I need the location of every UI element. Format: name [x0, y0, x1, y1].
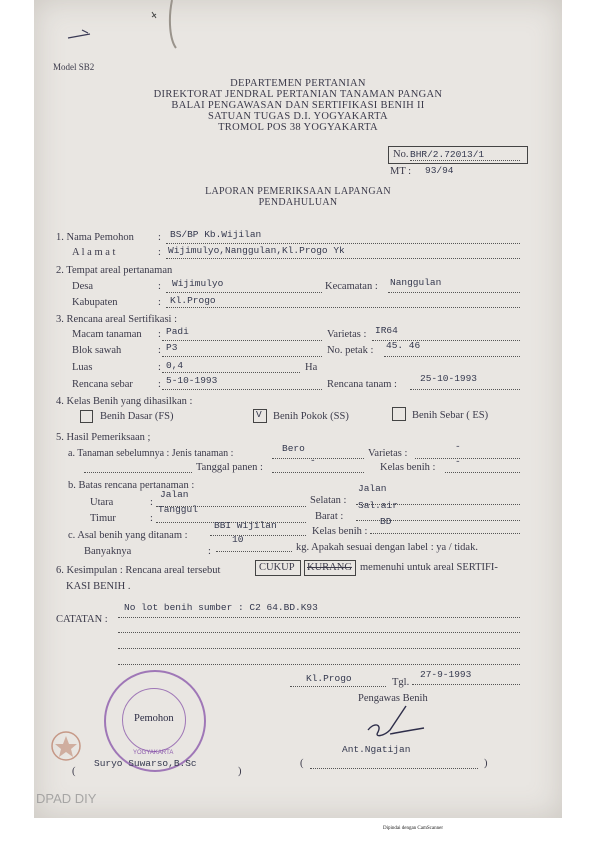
sign-place: Kl.Progo	[306, 673, 352, 684]
dotted-line	[162, 340, 322, 341]
colon: :	[150, 513, 153, 524]
pen-scribble-mark	[60, 0, 200, 60]
b-label: b. Batas rencana pertanaman :	[68, 480, 195, 491]
timur-value: Tanggul	[158, 504, 198, 515]
banyak-value: 10	[232, 534, 244, 545]
blok-value: P3	[166, 342, 178, 353]
colon: :	[158, 232, 161, 243]
s6-rest: memenuhi untuk areal SERTIFI-	[360, 562, 498, 573]
timur-label: Timur	[90, 513, 116, 524]
kg-text: kg. Apakah sesuai dengan label : ya / tidak.	[296, 542, 478, 553]
luas-value: 0,4	[166, 360, 184, 371]
paren-open: (	[72, 766, 76, 777]
luas-label: Luas	[72, 362, 93, 373]
ha-unit: Ha	[305, 362, 318, 373]
model-code: Model SB2	[53, 62, 95, 72]
selatan-value: Jalan	[358, 483, 387, 494]
report-subtitle: PENDAHULUAN	[258, 197, 338, 208]
header-line-3: BALAI PENGAWASAN DAN SERTIFIKASI BENIH II	[171, 100, 425, 111]
dotted-line	[118, 664, 520, 665]
s1-label: 1. Nama Pemohon	[56, 232, 134, 243]
sign-date: 27-9-1993	[420, 669, 472, 680]
s6-line-2: KASI BENIH .	[66, 581, 131, 592]
colon: :	[158, 297, 161, 308]
header-line-1: DEPARTEMEN PERTANIAN	[230, 78, 366, 89]
dotted-line	[445, 472, 520, 473]
blok-label: Blok sawah	[72, 345, 122, 356]
paren-open: (	[300, 758, 304, 769]
paren-close: )	[484, 758, 488, 769]
dotted-line	[166, 292, 322, 293]
colon: :	[208, 546, 211, 557]
ref-no-value: BHR/2.72013/1	[410, 149, 485, 160]
a-label: a. Tanaman sebelumnya : Jenis tanaman :	[68, 448, 234, 459]
opt-sebar: Benih Sebar ( ES)	[412, 410, 489, 421]
dotted-line	[272, 458, 364, 459]
kurang-option: KURANG	[307, 562, 352, 573]
s6-label: 6. Kesimpulan : Rencana areal tersebut	[56, 565, 221, 576]
paren-close: )	[238, 766, 242, 777]
header-line-4: SATUAN TUGAS D.I. YOGYAKARTA	[208, 111, 388, 122]
dotted-line	[166, 258, 520, 259]
s4-label: 4. Kelas Benih yang dihasilkan :	[56, 396, 193, 407]
kabupaten-value: Kl.Progo	[170, 295, 216, 306]
macam-value: Padi	[166, 326, 189, 337]
catatan-value: No lot benih sumber : C2 64.BD.K93	[124, 602, 318, 613]
checkbox-dasar[interactable]	[80, 410, 93, 423]
signature-right	[360, 700, 430, 744]
dotted-line	[210, 535, 306, 536]
colon: :	[158, 247, 161, 258]
varietas-value: IR64	[375, 325, 398, 336]
dotted-line	[162, 356, 322, 357]
dotted-line	[216, 551, 292, 552]
petak-value: 45. 46	[386, 340, 421, 351]
tanam-label: Rencana tanam :	[327, 379, 397, 390]
kecamatan-value: Nanggulan	[390, 277, 442, 288]
report-title: LAPORAN PEMERIKSAAN LAPANGAN	[205, 186, 391, 197]
tgl-label: Tgl.	[392, 677, 410, 688]
varietas-label: Varietas :	[327, 329, 367, 340]
colon: :	[158, 345, 161, 356]
s1-value: BS/BP Kb.Wijilan	[170, 229, 262, 240]
c-kelas-label: Kelas benih :	[312, 526, 368, 537]
dotted-line	[415, 458, 520, 459]
dotted-line	[384, 356, 520, 357]
utara-value: Jalan	[160, 489, 189, 500]
sebar-value: 5-10-1993	[166, 375, 218, 386]
opt-dasar: Benih Dasar (FS)	[100, 411, 174, 422]
dotted-line	[118, 617, 520, 618]
s5-label: 5. Hasil Pemeriksaan ;	[56, 432, 151, 443]
dotted-line	[166, 243, 520, 244]
mt-value: 93/94	[425, 165, 454, 176]
tanam-value: 25-10-1993	[420, 373, 478, 384]
a-varietas-label: Varietas :	[368, 448, 408, 459]
stamp-star-icon	[48, 728, 84, 764]
colon: :	[150, 497, 153, 508]
desa-label: Desa	[72, 281, 93, 292]
barat-value: Sal.air	[358, 500, 398, 511]
a-panen-label: Tanggal panen :	[196, 462, 263, 473]
cukup-option: CUKUP	[259, 562, 295, 573]
kecamatan-label: Kecamatan :	[325, 281, 378, 292]
dotted-line	[162, 372, 300, 373]
stamp-text: YOGYAKARTA	[133, 750, 174, 756]
dotted-line	[162, 389, 322, 390]
c-label: c. Asal benih yang ditanam :	[68, 530, 188, 541]
colon: :	[158, 329, 161, 340]
s3-label: 3. Rencana areal Sertifikasi :	[56, 314, 177, 325]
name-right: Ant.Ngatijan	[342, 744, 411, 755]
catatan-label: CATATAN :	[56, 614, 108, 625]
utara-label: Utara	[90, 497, 114, 508]
barat-label: Barat :	[315, 511, 344, 522]
dotted-line	[388, 292, 520, 293]
dotted-line	[272, 472, 364, 473]
a-varietas: -	[455, 441, 461, 452]
banyak-label: Banyaknya	[84, 546, 132, 557]
ref-no-label: No.	[393, 149, 409, 160]
opt-pokok: Benih Pokok (SS)	[273, 411, 349, 422]
dotted-line	[166, 307, 520, 308]
colon: :	[158, 379, 161, 390]
desa-value: Wijimulyo	[172, 278, 224, 289]
dotted-line	[410, 389, 520, 390]
scanner-footer: Dipindai dengan CamScanner	[383, 826, 443, 831]
name-left: Suryo Suwarso,B.Sc	[94, 758, 197, 769]
dotted-line	[370, 533, 520, 534]
dotted-line	[118, 648, 520, 649]
dotted-line	[118, 632, 520, 633]
c-value: BBI Wijilan	[214, 520, 277, 531]
colon: :	[158, 362, 161, 373]
macam-label: Macam tanaman	[72, 329, 142, 340]
role-pengawas: Pengawas Benih	[358, 693, 428, 704]
watermark: DPAD DIY	[36, 791, 97, 806]
header-line-2: DIREKTORAT JENDRAL PERTANIAN TANAMAN PANGAN	[153, 89, 443, 100]
header-line-5: TROMOL POS 38 YOGYAKARTA	[218, 122, 378, 133]
a-jenis: Bero	[282, 443, 305, 454]
s2-label: 2. Tempat areal pertanaman	[56, 265, 173, 276]
kabupaten-label: Kabupaten	[72, 297, 118, 308]
selatan-label: Selatan :	[310, 495, 347, 506]
dotted-line	[410, 160, 520, 161]
dotted-line	[412, 684, 520, 685]
a-kelas-label: Kelas benih :	[380, 462, 436, 473]
alamat-label: A l a m a t	[72, 247, 116, 258]
dotted-line	[290, 686, 386, 687]
a-kelas: -	[455, 456, 461, 467]
dotted-line	[84, 472, 192, 473]
petak-label: No. petak :	[327, 345, 374, 356]
sebar-label: Rencana sebar	[72, 379, 133, 390]
role-pemohon: Pemohon	[134, 713, 174, 724]
mt-label: MT :	[390, 166, 412, 177]
colon: :	[158, 281, 161, 292]
check-mark: V	[256, 409, 262, 420]
c-kelas: BD	[380, 516, 392, 527]
a-panen: -	[310, 455, 316, 466]
alamat-value: Wijimulyo,Nanggulan,Kl.Progo Yk	[168, 245, 345, 256]
checkbox-sebar[interactable]	[392, 407, 406, 421]
dotted-line	[310, 768, 478, 769]
